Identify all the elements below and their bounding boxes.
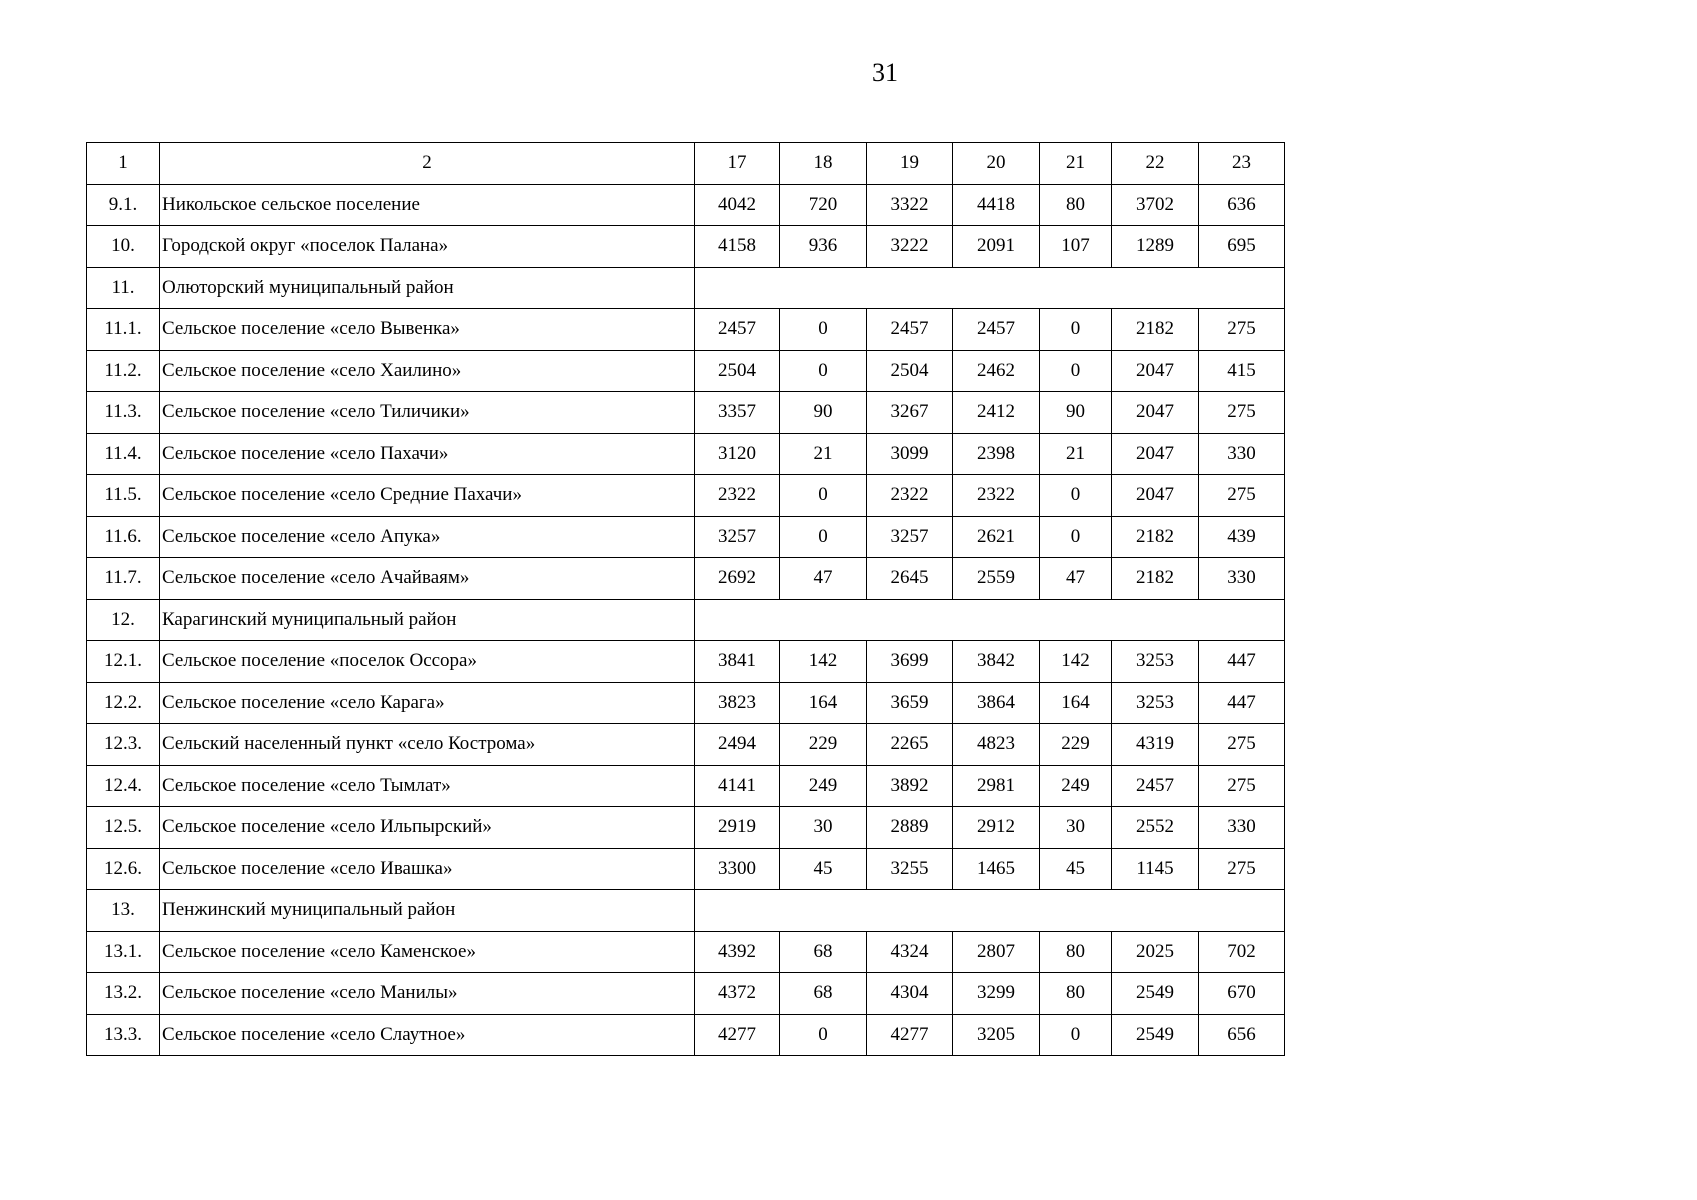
row-code: 12.5. — [87, 807, 160, 849]
value-cell: 4392 — [695, 931, 780, 973]
table-row — [87, 475, 1285, 517]
value-cell: 3267 — [867, 392, 953, 434]
value-cell: 3841 — [695, 641, 780, 683]
row-code: 12.4. — [87, 765, 160, 807]
row-name: Сельское поселение «село Пахачи» — [160, 433, 695, 475]
value-cell: 330 — [1199, 558, 1285, 600]
value-cell: 249 — [1040, 765, 1112, 807]
row-code: 11.5. — [87, 475, 160, 517]
table-row — [87, 309, 1285, 351]
value-cell: 3659 — [867, 682, 953, 724]
value-cell: 4158 — [695, 226, 780, 268]
value-cell: 0 — [780, 475, 867, 517]
row-name: Городской округ «поселок Палана» — [160, 226, 695, 268]
value-cell: 275 — [1199, 392, 1285, 434]
value-cell: 21 — [1040, 433, 1112, 475]
value-cell: 2091 — [953, 226, 1040, 268]
row-code: 13.2. — [87, 973, 160, 1015]
value-cell: 4141 — [695, 765, 780, 807]
value-cell: 2981 — [953, 765, 1040, 807]
value-cell: 2912 — [953, 807, 1040, 849]
value-cell: 3300 — [695, 848, 780, 890]
row-name: Никольское сельское поселение — [160, 184, 695, 226]
value-cell: 142 — [1040, 641, 1112, 683]
value-cell: 447 — [1199, 682, 1285, 724]
row-code: 11.7. — [87, 558, 160, 600]
value-cell: 2494 — [695, 724, 780, 766]
value-cell: 0 — [780, 1014, 867, 1056]
value-cell: 4042 — [695, 184, 780, 226]
value-cell: 3120 — [695, 433, 780, 475]
value-cell: 2457 — [695, 309, 780, 351]
value-cell: 30 — [780, 807, 867, 849]
value-cell: 2692 — [695, 558, 780, 600]
value-cell: 90 — [780, 392, 867, 434]
value-cell: 3257 — [867, 516, 953, 558]
value-cell: 4277 — [867, 1014, 953, 1056]
row-name: Сельское поселение «село Средние Пахачи» — [160, 475, 695, 517]
row-code: 13.1. — [87, 931, 160, 973]
value-cell: 3864 — [953, 682, 1040, 724]
column-header: 21 — [1040, 143, 1112, 185]
row-code: 11. — [87, 267, 160, 309]
value-cell: 2322 — [953, 475, 1040, 517]
section-empty-cell — [695, 599, 1285, 641]
table-row — [87, 226, 1285, 268]
row-name: Сельское поселение «село Хаилино» — [160, 350, 695, 392]
value-cell: 3299 — [953, 973, 1040, 1015]
table-row — [87, 848, 1285, 890]
row-name: Олюторский муниципальный район — [160, 267, 695, 309]
row-code: 10. — [87, 226, 160, 268]
value-cell: 2047 — [1112, 475, 1199, 517]
table-row — [87, 350, 1285, 392]
value-cell: 2265 — [867, 724, 953, 766]
table-row — [87, 558, 1285, 600]
value-cell: 3099 — [867, 433, 953, 475]
column-header: 22 — [1112, 143, 1199, 185]
table-row — [87, 973, 1285, 1015]
value-cell: 3205 — [953, 1014, 1040, 1056]
value-cell: 4823 — [953, 724, 1040, 766]
value-cell: 47 — [780, 558, 867, 600]
column-header: 17 — [695, 143, 780, 185]
value-cell: 3222 — [867, 226, 953, 268]
value-cell: 275 — [1199, 309, 1285, 351]
value-cell: 3322 — [867, 184, 953, 226]
value-cell: 0 — [780, 309, 867, 351]
column-header: 23 — [1199, 143, 1285, 185]
section-row — [87, 267, 1285, 309]
value-cell: 4304 — [867, 973, 953, 1015]
value-cell: 1145 — [1112, 848, 1199, 890]
value-cell: 4319 — [1112, 724, 1199, 766]
value-cell: 695 — [1199, 226, 1285, 268]
value-cell: 90 — [1040, 392, 1112, 434]
value-cell: 702 — [1199, 931, 1285, 973]
row-code: 12.1. — [87, 641, 160, 683]
row-name: Сельское поселение «село Ильпырский» — [160, 807, 695, 849]
table-row — [87, 392, 1285, 434]
value-cell: 275 — [1199, 765, 1285, 807]
value-cell: 3823 — [695, 682, 780, 724]
row-name: Сельское поселение «село Манилы» — [160, 973, 695, 1015]
value-cell: 3699 — [867, 641, 953, 683]
row-name: Сельское поселение «село Каменское» — [160, 931, 695, 973]
value-cell: 2807 — [953, 931, 1040, 973]
value-cell: 2182 — [1112, 516, 1199, 558]
value-cell: 2025 — [1112, 931, 1199, 973]
table-row — [87, 433, 1285, 475]
value-cell: 2457 — [953, 309, 1040, 351]
row-code: 12. — [87, 599, 160, 641]
column-header: 18 — [780, 143, 867, 185]
row-code: 12.2. — [87, 682, 160, 724]
data-table — [86, 142, 1285, 1056]
page-number: 31 — [872, 58, 898, 87]
value-cell: 80 — [1040, 184, 1112, 226]
row-name: Сельское поселение «село Тиличики» — [160, 392, 695, 434]
value-cell: 2504 — [867, 350, 953, 392]
row-name: Сельское поселение «село Тымлат» — [160, 765, 695, 807]
value-cell: 3357 — [695, 392, 780, 434]
section-row — [87, 890, 1285, 932]
value-cell: 2549 — [1112, 973, 1199, 1015]
value-cell: 720 — [780, 184, 867, 226]
value-cell: 936 — [780, 226, 867, 268]
value-cell: 2621 — [953, 516, 1040, 558]
table-row — [87, 516, 1285, 558]
value-cell: 275 — [1199, 848, 1285, 890]
row-code: 12.6. — [87, 848, 160, 890]
table-header-row — [87, 143, 1285, 185]
value-cell: 0 — [1040, 516, 1112, 558]
value-cell: 2047 — [1112, 433, 1199, 475]
row-name: Сельское поселение «село Ивашка» — [160, 848, 695, 890]
value-cell: 107 — [1040, 226, 1112, 268]
value-cell: 656 — [1199, 1014, 1285, 1056]
value-cell: 4418 — [953, 184, 1040, 226]
value-cell: 164 — [1040, 682, 1112, 724]
value-cell: 0 — [1040, 475, 1112, 517]
value-cell: 0 — [780, 350, 867, 392]
value-cell: 2182 — [1112, 558, 1199, 600]
row-code: 11.2. — [87, 350, 160, 392]
value-cell: 2398 — [953, 433, 1040, 475]
value-cell: 2047 — [1112, 392, 1199, 434]
value-cell: 45 — [780, 848, 867, 890]
value-cell: 275 — [1199, 475, 1285, 517]
value-cell: 670 — [1199, 973, 1285, 1015]
row-name: Сельское поселение «поселок Оссора» — [160, 641, 695, 683]
value-cell: 2322 — [695, 475, 780, 517]
value-cell: 0 — [1040, 1014, 1112, 1056]
section-empty-cell — [695, 267, 1285, 309]
value-cell: 0 — [780, 516, 867, 558]
value-cell: 2457 — [1112, 765, 1199, 807]
value-cell: 2412 — [953, 392, 1040, 434]
section-empty-cell — [695, 890, 1285, 932]
value-cell: 2549 — [1112, 1014, 1199, 1056]
value-cell: 330 — [1199, 807, 1285, 849]
row-name: Сельское поселение «село Ачайваям» — [160, 558, 695, 600]
value-cell: 636 — [1199, 184, 1285, 226]
value-cell: 2552 — [1112, 807, 1199, 849]
column-header: 2 — [160, 143, 695, 185]
value-cell: 2462 — [953, 350, 1040, 392]
value-cell: 0 — [1040, 350, 1112, 392]
value-cell: 68 — [780, 973, 867, 1015]
row-code: 11.6. — [87, 516, 160, 558]
row-name: Сельское поселение «село Слаутное» — [160, 1014, 695, 1056]
value-cell: 4277 — [695, 1014, 780, 1056]
table-row — [87, 184, 1285, 226]
value-cell: 2919 — [695, 807, 780, 849]
value-cell: 47 — [1040, 558, 1112, 600]
value-cell: 164 — [780, 682, 867, 724]
value-cell: 2457 — [867, 309, 953, 351]
value-cell: 439 — [1199, 516, 1285, 558]
value-cell: 21 — [780, 433, 867, 475]
table-row — [87, 765, 1285, 807]
value-cell: 3892 — [867, 765, 953, 807]
column-header: 19 — [867, 143, 953, 185]
value-cell: 3253 — [1112, 641, 1199, 683]
value-cell: 80 — [1040, 973, 1112, 1015]
value-cell: 447 — [1199, 641, 1285, 683]
row-code: 11.3. — [87, 392, 160, 434]
row-code: 13. — [87, 890, 160, 932]
row-name: Пенжинский муниципальный район — [160, 890, 695, 932]
row-name: Сельское поселение «село Вывенка» — [160, 309, 695, 351]
section-row — [87, 599, 1285, 641]
value-cell: 330 — [1199, 433, 1285, 475]
value-cell: 68 — [780, 931, 867, 973]
value-cell: 2559 — [953, 558, 1040, 600]
value-cell: 229 — [780, 724, 867, 766]
value-cell: 3702 — [1112, 184, 1199, 226]
value-cell: 2889 — [867, 807, 953, 849]
value-cell: 2645 — [867, 558, 953, 600]
value-cell: 45 — [1040, 848, 1112, 890]
value-cell: 80 — [1040, 931, 1112, 973]
value-cell: 3255 — [867, 848, 953, 890]
table-row — [87, 724, 1285, 766]
value-cell: 2322 — [867, 475, 953, 517]
value-cell: 229 — [1040, 724, 1112, 766]
row-name: Сельское поселение «село Карага» — [160, 682, 695, 724]
value-cell: 1465 — [953, 848, 1040, 890]
table-row — [87, 641, 1285, 683]
value-cell: 30 — [1040, 807, 1112, 849]
table-row — [87, 682, 1285, 724]
value-cell: 2047 — [1112, 350, 1199, 392]
table-body — [87, 184, 1285, 1056]
table-row — [87, 807, 1285, 849]
row-name: Сельское поселение «село Апука» — [160, 516, 695, 558]
column-header: 20 — [953, 143, 1040, 185]
value-cell: 4372 — [695, 973, 780, 1015]
row-code: 11.4. — [87, 433, 160, 475]
value-cell: 249 — [780, 765, 867, 807]
value-cell: 4324 — [867, 931, 953, 973]
row-code: 13.3. — [87, 1014, 160, 1056]
table-row — [87, 1014, 1285, 1056]
value-cell: 3253 — [1112, 682, 1199, 724]
row-name: Сельский населенный пункт «село Кострома» — [160, 724, 695, 766]
value-cell: 1289 — [1112, 226, 1199, 268]
row-name: Карагинский муниципальный район — [160, 599, 695, 641]
table-row — [87, 931, 1285, 973]
value-cell: 3842 — [953, 641, 1040, 683]
row-code: 9.1. — [87, 184, 160, 226]
value-cell: 275 — [1199, 724, 1285, 766]
value-cell: 415 — [1199, 350, 1285, 392]
row-code: 12.3. — [87, 724, 160, 766]
value-cell: 142 — [780, 641, 867, 683]
column-header: 1 — [87, 143, 160, 185]
value-cell: 2182 — [1112, 309, 1199, 351]
value-cell: 2504 — [695, 350, 780, 392]
value-cell: 0 — [1040, 309, 1112, 351]
value-cell: 3257 — [695, 516, 780, 558]
row-code: 11.1. — [87, 309, 160, 351]
